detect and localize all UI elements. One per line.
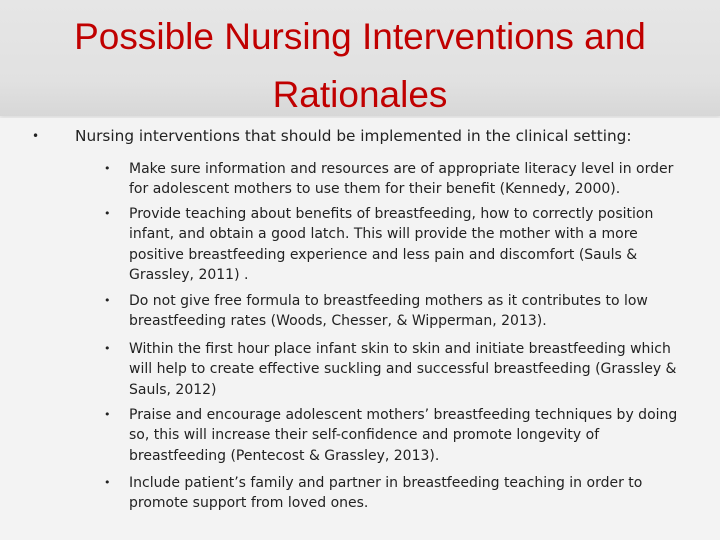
bullet-dot: •	[104, 342, 111, 355]
bullet-dot: •	[32, 129, 40, 143]
sub-bullet-text: Praise and encourage adolescent mothers’ breastfeeding techniques by doing so, this will increase their self-confidence and promote longevity of breastfeeding (Pentecost & Grassley, 2013).	[129, 407, 678, 464]
bullet-dot: •	[104, 408, 111, 421]
sub-bullet-text: Include patient’s family and partner in breastfeeding teaching in order to promote support from loved ones.	[129, 475, 643, 512]
sub-bullet-text: Do not give free formula to breastfeeding mothers as it contributes to low breastfeeding rates (Woods, Chesser, & Wipperman, 2013).	[129, 293, 648, 330]
bullet-dot: •	[104, 207, 111, 220]
slide-title: Possible Nursing Interventions and Rationales	[74, 16, 646, 115]
sub-bullet-text: Provide teaching about benefits of breastfeeding, how to correctly position infant, and obtain a good latch. This will provide the mother with a more positive breastfeeding experience and less pain and discomfort (Sauls & Grassley, 2011) .	[129, 206, 654, 284]
bullet-dot: •	[104, 476, 111, 489]
bullet-dot: •	[104, 294, 111, 307]
sub-bullet-text: Make sure information and resources are of appropriate literacy level in order for adolescent mothers to use them for their benefit (Kennedy, 2000).	[129, 161, 674, 198]
sub-bullet-text: Within the first hour place infant skin to skin and initiate breastfeeding which will help to create effective suckling and successful breastfeeding (Grassley & Sauls, 2012)	[129, 341, 677, 398]
bullet-dot: •	[104, 162, 111, 175]
main-bullet-text: Nursing interventions that should be implemented in the clinical setting:	[75, 127, 632, 145]
